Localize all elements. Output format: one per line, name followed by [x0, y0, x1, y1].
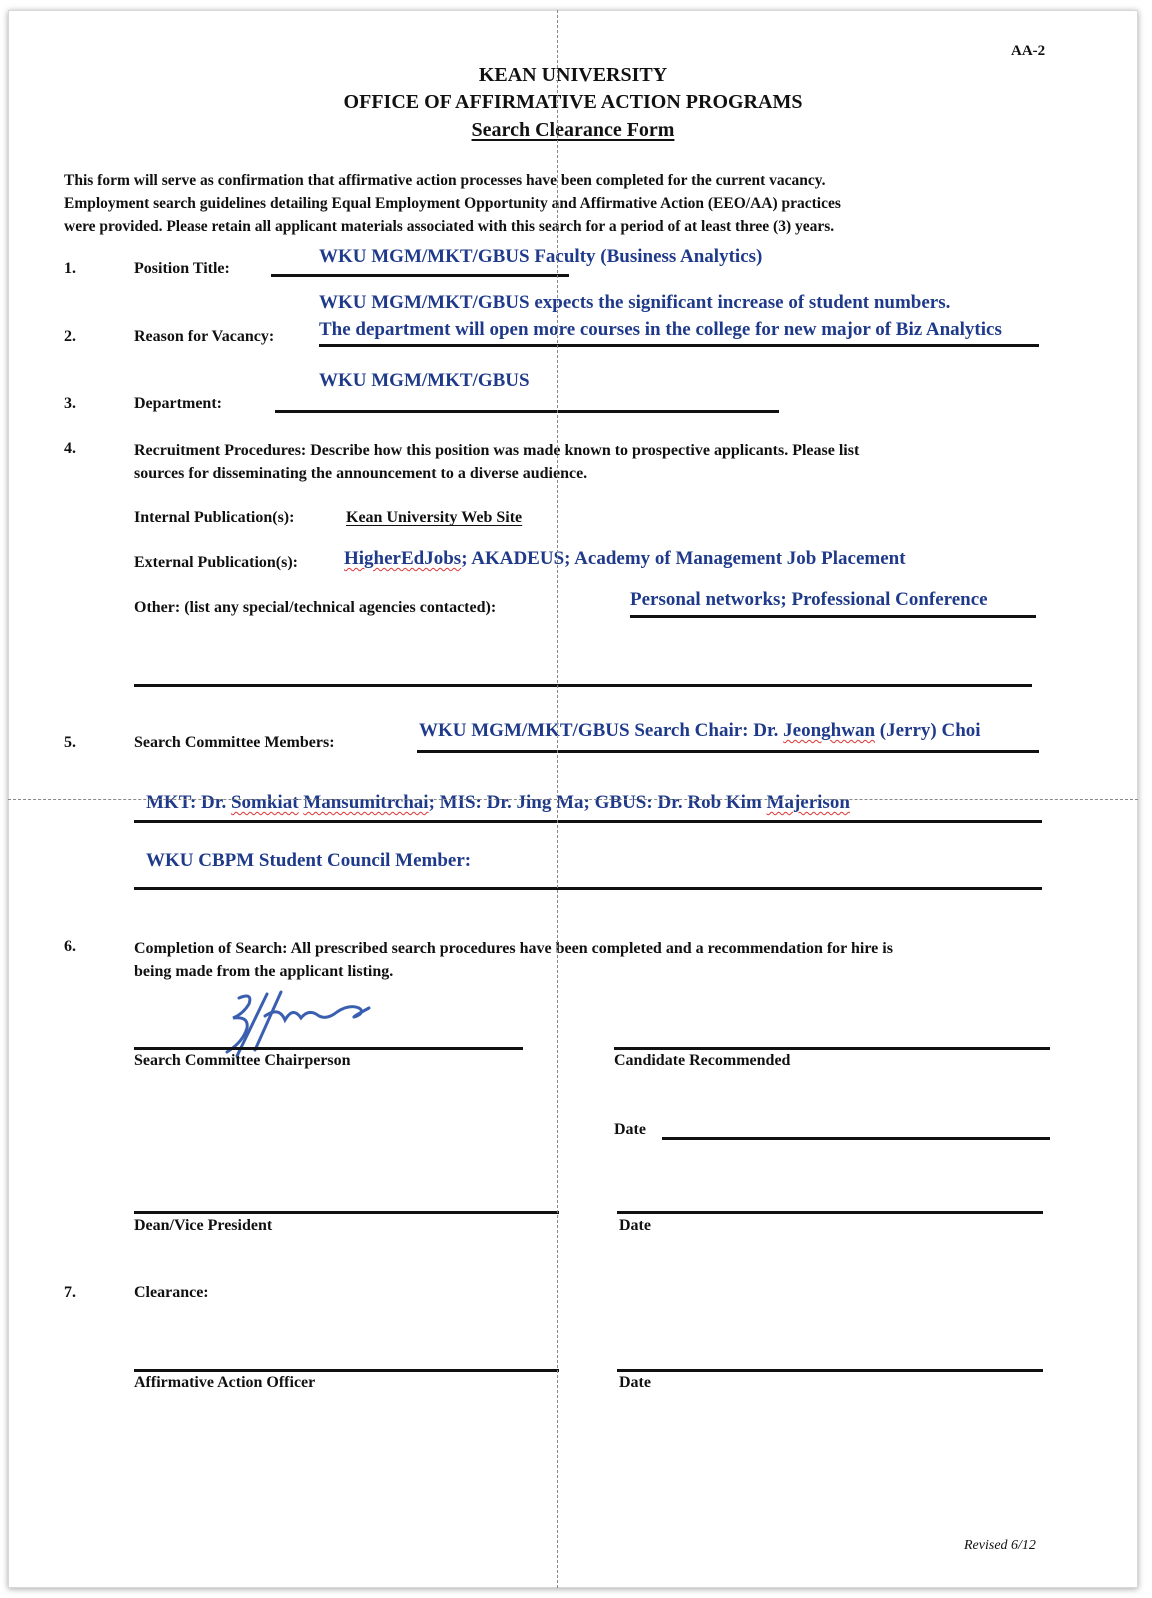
external-publication-value-b: ; AKADEUS; Academy of Management Job Placement: [461, 548, 906, 569]
reason-label: Reason for Vacancy:: [134, 328, 275, 345]
item-number-2: 2.: [64, 328, 76, 345]
committee-line-2-a: MKT: Dr.: [146, 792, 231, 813]
reason-value-line-1[interactable]: WKU MGM/MKT/GBUS expects the significant increase of student numbers.: [319, 292, 951, 313]
clearance-label: Clearance:: [134, 1284, 209, 1301]
external-publication-value-a: HigherEdJobs: [344, 548, 462, 569]
department-label: Department:: [134, 395, 222, 412]
committee-line-1[interactable]: [419, 720, 981, 742]
external-publication-value[interactable]: [344, 548, 906, 570]
fold-guide-horizontal: [8, 799, 1138, 800]
date-label-2: Date: [619, 1217, 651, 1234]
committee-line-2[interactable]: [146, 792, 850, 814]
form-code: AA-2: [1011, 43, 1046, 59]
aa-officer-label: Affirmative Action Officer: [134, 1374, 316, 1391]
committee-line-2-rule: [134, 820, 1042, 823]
intro-line-1: This form will serve as confirmation that affirmative action processes have been completed for the current vacancy.: [64, 172, 826, 189]
dean-date-line: [617, 1211, 1043, 1214]
committee-line-2-f: Majerison: [766, 792, 850, 813]
recruitment-line-2: sources for disseminating the announcement to a diverse audience.: [134, 465, 588, 482]
reason-line: [319, 344, 1039, 347]
committee-line-1-rule: [417, 750, 1039, 753]
completion-line-1: Completion of Search: All prescribed search procedures have been completed and a recommendation for hire is: [134, 940, 893, 957]
position-title-value[interactable]: WKU MGM/MKT/GBUS Faculty (Business Analytics): [319, 246, 763, 267]
committee-line-1-b: Jeonghwan: [783, 720, 876, 741]
other-label: Other: (list any special/technical agencies contacted):: [134, 599, 497, 616]
committee-line-3-rule: [134, 887, 1042, 890]
aa-officer-signature-line: [134, 1369, 559, 1372]
intro-line-3: were provided. Please retain all applicant materials associated with this search for a period of at least three (3) years.: [64, 218, 835, 235]
revised-note: Revised 6/12: [964, 1538, 1036, 1553]
internal-publication-value[interactable]: Kean University Web Site: [346, 509, 523, 526]
date-label-3: Date: [619, 1374, 651, 1391]
committee-line-1-a: WKU MGM/MKT/GBUS Search Chair: Dr.: [419, 720, 784, 741]
committee-line-3[interactable]: WKU CBPM Student Council Member:: [146, 850, 472, 871]
form-title: Search Clearance Form: [471, 119, 675, 141]
position-title-label: Position Title:: [134, 260, 230, 277]
candidate-line: [614, 1047, 1050, 1050]
recruitment-line-1: Recruitment Procedures: Describe how this position was made known to prospective applicants. Please list: [134, 442, 860, 459]
committee-line-1-c: (Jerry) Choi: [875, 720, 981, 741]
intro-line-2: Employment search guidelines detailing Equal Employment Opportunity and Affirmative Action (EEO/AA) practices: [64, 195, 841, 212]
reason-value-line-2[interactable]: The department will open more courses in the college for new major of Biz Analytics: [319, 319, 1002, 340]
intro-paragraph: [64, 169, 841, 238]
university-name: KEAN UNIVERSITY: [478, 64, 668, 86]
item-number-5: 5.: [64, 734, 76, 751]
chairperson-label: Search Committee Chairperson: [134, 1052, 351, 1069]
date-line-1: [662, 1137, 1050, 1140]
item-number-6: 6.: [64, 938, 76, 955]
department-line: [275, 410, 779, 413]
internal-publication-label: Internal Publication(s):: [134, 509, 295, 526]
date-label-1: Date: [614, 1121, 646, 1138]
recruitment-text: [134, 439, 859, 485]
committee-line-2-b: Somkiat: [230, 792, 299, 813]
completion-text: [134, 937, 893, 983]
dean-label: Dean/Vice President: [134, 1217, 273, 1234]
committee-line-2-e: ; MIS: Dr. Jing Ma; GBUS: Dr. Rob Kim: [428, 792, 767, 813]
department-value[interactable]: WKU MGM/MKT/GBUS: [319, 370, 530, 391]
other-line-2: [134, 684, 1032, 687]
item-number-1: 1.: [64, 260, 76, 277]
committee-label: Search Committee Members:: [134, 734, 335, 751]
item-number-4: 4.: [64, 440, 76, 457]
other-value[interactable]: Personal networks; Professional Conference: [630, 589, 988, 610]
dean-signature-line: [134, 1211, 559, 1214]
office-name: OFFICE OF AFFIRMATIVE ACTION PROGRAMS: [343, 91, 803, 113]
position-title-line: [271, 274, 569, 277]
external-publication-label: External Publication(s):: [134, 554, 298, 571]
completion-line-2: being made from the applicant listing.: [134, 963, 394, 980]
other-line-1: [630, 615, 1036, 618]
item-number-3: 3.: [64, 395, 76, 412]
candidate-label: Candidate Recommended: [614, 1052, 791, 1069]
item-number-7: 7.: [64, 1284, 76, 1301]
chairperson-signature-line: [134, 1047, 523, 1050]
aa-officer-date-line: [617, 1369, 1043, 1372]
committee-line-2-d: Mansumitrchai: [303, 792, 429, 813]
